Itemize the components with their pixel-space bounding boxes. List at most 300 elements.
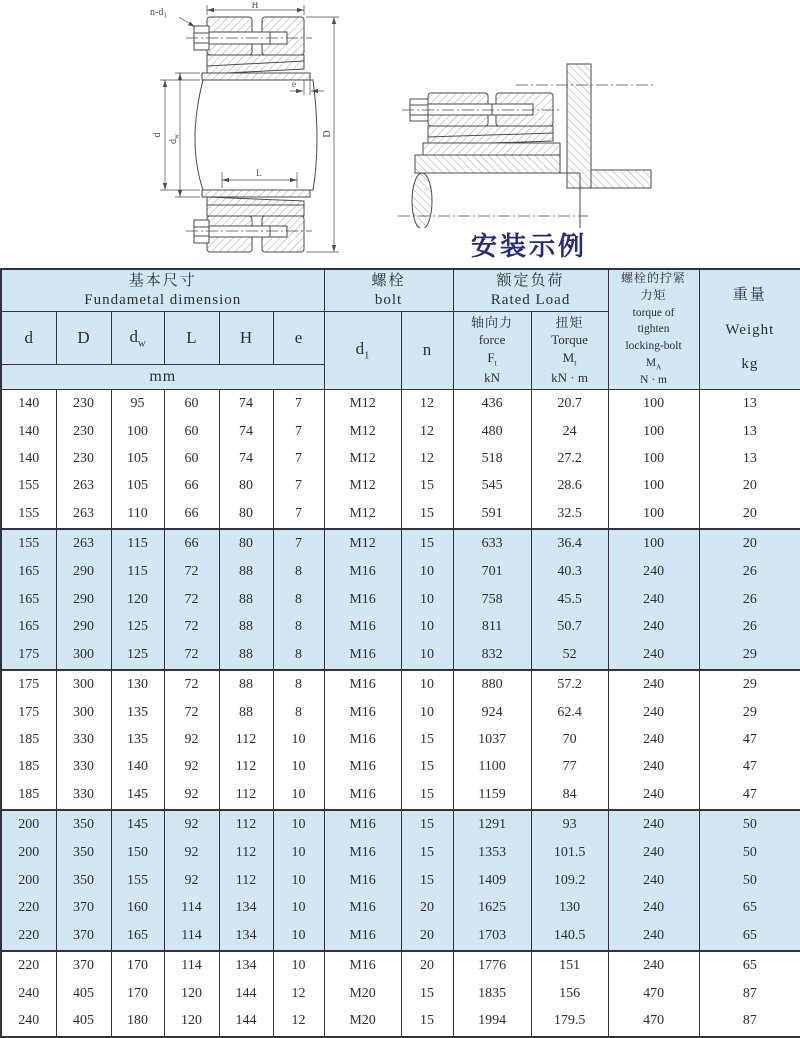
table-cell: 109.2: [531, 867, 608, 894]
table-row: [1, 839, 800, 866]
table-cell: 7: [273, 473, 324, 500]
table-cell: 29: [699, 670, 800, 699]
table-cell: 1625: [453, 894, 531, 921]
table-cell: 350: [56, 839, 111, 866]
table-cell: 144: [219, 980, 273, 1007]
table-cell: 13: [699, 390, 800, 418]
table-cell: 62.4: [531, 699, 608, 726]
table-cell: 240: [608, 558, 699, 585]
table-cell: 200: [1, 810, 56, 839]
table-cell: 15: [401, 500, 453, 529]
table-cell: 165: [1, 586, 56, 613]
table-cell: 1835: [453, 980, 531, 1007]
table-cell: M20: [324, 1007, 401, 1036]
table-cell: 112: [219, 754, 273, 781]
table-cell: M12: [324, 529, 401, 558]
table-cell: 80: [219, 529, 273, 558]
installation-example-drawing: [398, 58, 660, 228]
table-cell: 140: [111, 754, 164, 781]
table-cell: M12: [324, 418, 401, 445]
table-cell: 65: [699, 922, 800, 951]
table-cell: 180: [111, 1007, 164, 1036]
table-cell: 263: [56, 473, 111, 500]
table-cell: 66: [164, 500, 219, 529]
table-cell: M16: [324, 839, 401, 866]
table-cell: 12: [401, 445, 453, 472]
table-cell: 240: [608, 951, 699, 980]
table-cell: 10: [401, 641, 453, 670]
header-basic-dimension: 基本尺寸 Fundametal dimension: [1, 269, 324, 311]
table-cell: 350: [56, 867, 111, 894]
table-cell: 100: [608, 500, 699, 529]
table-cell: 1037: [453, 726, 531, 753]
header-col-H: H: [219, 311, 273, 365]
table-cell: 105: [111, 473, 164, 500]
table-cell: 470: [608, 1007, 699, 1036]
table-cell: 100: [608, 473, 699, 500]
table-cell: 7: [273, 418, 324, 445]
table-cell: 179.5: [531, 1007, 608, 1036]
table-row: [1, 418, 800, 445]
table-cell: 112: [219, 839, 273, 866]
table-cell: 13: [699, 418, 800, 445]
table-cell: 240: [608, 894, 699, 921]
table-cell: 20: [401, 894, 453, 921]
table-cell: 7: [273, 390, 324, 418]
table-cell: 170: [111, 951, 164, 980]
table-cell: 200: [1, 839, 56, 866]
table-cell: 114: [164, 922, 219, 951]
table-cell: 15: [401, 781, 453, 810]
table-cell: 115: [111, 529, 164, 558]
table-cell: 80: [219, 500, 273, 529]
table-cell: 15: [401, 529, 453, 558]
table-cell: 10: [273, 726, 324, 753]
table-cell: 10: [273, 810, 324, 839]
table-cell: 155: [1, 473, 56, 500]
table-cell: 112: [219, 867, 273, 894]
table-cell: 50: [699, 839, 800, 866]
table-cell: 405: [56, 1007, 111, 1036]
table-cell: 114: [164, 951, 219, 980]
table-cell: 88: [219, 641, 273, 670]
table-cell: 15: [401, 754, 453, 781]
table-cell: 15: [401, 1007, 453, 1036]
table-cell: 125: [111, 641, 164, 670]
table-row: [1, 529, 800, 558]
table-cell: 66: [164, 473, 219, 500]
table-cell: 134: [219, 951, 273, 980]
table-cell: 134: [219, 922, 273, 951]
header-col-d1: $d_1$: [324, 311, 401, 390]
header-rated-load: 额定负荷 Rated Load: [453, 269, 608, 311]
table-cell: 12: [273, 1007, 324, 1036]
table-cell: 130: [531, 894, 608, 921]
table-cell: 15: [401, 726, 453, 753]
table-cell: 200: [1, 867, 56, 894]
table-cell: 15: [401, 810, 453, 839]
table-cell: 47: [699, 754, 800, 781]
table-cell: 20: [699, 529, 800, 558]
table-cell: 36.4: [531, 529, 608, 558]
table-cell: 1291: [453, 810, 531, 839]
table-cell: M16: [324, 699, 401, 726]
table-cell: 112: [219, 726, 273, 753]
table-cell: 24: [531, 418, 608, 445]
dimension-table: [0, 268, 800, 1038]
table-cell: M16: [324, 613, 401, 640]
table-cell: 12: [401, 390, 453, 418]
dim-label-d: d: [152, 132, 163, 138]
table-cell: 8: [273, 558, 324, 585]
header-axial-force: 轴向力 force $F_t$ kN: [453, 311, 531, 390]
table-cell: 220: [1, 951, 56, 980]
table-cell: 1776: [453, 951, 531, 980]
table-cell: 240: [608, 839, 699, 866]
table-cell: 80: [219, 473, 273, 500]
table-cell: 100: [608, 529, 699, 558]
table-cell: 10: [401, 699, 453, 726]
table-header: [1, 269, 800, 390]
table-cell: 290: [56, 586, 111, 613]
table-row: [1, 951, 800, 980]
table-cell: 101.5: [531, 839, 608, 866]
table-cell: 240: [608, 586, 699, 613]
table-cell: M12: [324, 445, 401, 472]
table-cell: 65: [699, 951, 800, 980]
table-cell: M16: [324, 781, 401, 810]
table-cell: 27.2: [531, 445, 608, 472]
table-cell: 26: [699, 558, 800, 585]
table-cell: 92: [164, 810, 219, 839]
table-cell: 105: [111, 445, 164, 472]
table-cell: 405: [56, 980, 111, 1007]
header-col-d: d: [1, 311, 56, 365]
table-cell: 50.7: [531, 613, 608, 640]
table-cell: 114: [164, 894, 219, 921]
table-cell: M16: [324, 558, 401, 585]
table-cell: 151: [531, 951, 608, 980]
table-cell: 480: [453, 418, 531, 445]
table-cell: 88: [219, 699, 273, 726]
figures-area: [0, 0, 800, 268]
table-cell: 330: [56, 754, 111, 781]
table-cell: M12: [324, 500, 401, 529]
table-cell: 758: [453, 586, 531, 613]
table-cell: 29: [699, 699, 800, 726]
table-cell: 32.5: [531, 500, 608, 529]
table-cell: 591: [453, 500, 531, 529]
table-cell: 300: [56, 670, 111, 699]
table-row: [1, 810, 800, 839]
header-col-n: n: [401, 311, 453, 390]
table-row: [1, 894, 800, 921]
table-row: [1, 390, 800, 418]
table-cell: 8: [273, 670, 324, 699]
table-cell: 92: [164, 839, 219, 866]
table-cell: 290: [56, 558, 111, 585]
table-cell: 240: [1, 1007, 56, 1036]
table-cell: 185: [1, 726, 56, 753]
table-cell: 240: [608, 726, 699, 753]
table-cell: 240: [608, 699, 699, 726]
header-col-L: L: [164, 311, 219, 365]
header-locking-torque: 螺栓的拧紧 力矩 torque of tighten locking-bolt $M_A$ N · m: [608, 269, 699, 390]
header-torque: 扭矩 Torque $M_t$ kN · m: [531, 311, 608, 390]
table-cell: 701: [453, 558, 531, 585]
table-row: [1, 445, 800, 472]
table-cell: 29: [699, 641, 800, 670]
table-cell: 66: [164, 529, 219, 558]
table-cell: 175: [1, 699, 56, 726]
table-cell: 20: [699, 473, 800, 500]
table-cell: 120: [164, 1007, 219, 1036]
table-row: [1, 670, 800, 699]
table-cell: 60: [164, 445, 219, 472]
table-cell: 1994: [453, 1007, 531, 1036]
table-cell: 130: [111, 670, 164, 699]
table-cell: 300: [56, 641, 111, 670]
table-cell: 155: [111, 867, 164, 894]
header-col-e: e: [273, 311, 324, 365]
table-cell: 100: [608, 390, 699, 418]
table-cell: 7: [273, 500, 324, 529]
table-cell: 88: [219, 670, 273, 699]
table-cell: 10: [273, 922, 324, 951]
table-cell: 8: [273, 699, 324, 726]
table-cell: M16: [324, 670, 401, 699]
table-cell: 112: [219, 810, 273, 839]
table-cell: 50: [699, 867, 800, 894]
table-cell: 74: [219, 418, 273, 445]
table-cell: 330: [56, 781, 111, 810]
table-cell: 100: [111, 418, 164, 445]
table-row: [1, 781, 800, 810]
table-cell: 185: [1, 754, 56, 781]
table-cell: 7: [273, 529, 324, 558]
table-cell: M12: [324, 473, 401, 500]
table-cell: 230: [56, 418, 111, 445]
table-cell: M20: [324, 980, 401, 1007]
table-cell: 26: [699, 613, 800, 640]
table-cell: 8: [273, 613, 324, 640]
table-cell: 20: [699, 500, 800, 529]
table-row: [1, 613, 800, 640]
table-cell: 20: [401, 922, 453, 951]
table-cell: M16: [324, 867, 401, 894]
table-cell: 140: [1, 445, 56, 472]
table-cell: 240: [608, 867, 699, 894]
table-cell: 220: [1, 894, 56, 921]
table-cell: 370: [56, 951, 111, 980]
table-cell: 87: [699, 980, 800, 1007]
table-cell: 145: [111, 781, 164, 810]
table-cell: 10: [273, 839, 324, 866]
table-row: [1, 586, 800, 613]
table-cell: 100: [608, 418, 699, 445]
table-cell: 1703: [453, 922, 531, 951]
table-cell: 60: [164, 390, 219, 418]
table-cell: 135: [111, 726, 164, 753]
table-cell: 1100: [453, 754, 531, 781]
header-col-dw: $d_w$: [111, 311, 164, 365]
table-cell: 72: [164, 641, 219, 670]
table-cell: 165: [1, 558, 56, 585]
table-cell: 95: [111, 390, 164, 418]
table-cell: 10: [401, 613, 453, 640]
dim-label-L: L: [256, 168, 262, 178]
table-cell: M16: [324, 641, 401, 670]
table-cell: 240: [608, 781, 699, 810]
table-cell: 185: [1, 781, 56, 810]
table-cell: 7: [273, 445, 324, 472]
table-cell: 240: [608, 810, 699, 839]
table-cell: 92: [164, 781, 219, 810]
table-cell: M16: [324, 894, 401, 921]
table-cell: 20: [401, 951, 453, 980]
table-cell: 156: [531, 980, 608, 1007]
table-cell: 45.5: [531, 586, 608, 613]
table-cell: 170: [111, 980, 164, 1007]
table-cell: 140: [1, 418, 56, 445]
assembly-cross-section-drawing: [142, 2, 352, 260]
table-row: [1, 980, 800, 1007]
table-cell: 74: [219, 445, 273, 472]
table-cell: 72: [164, 670, 219, 699]
table-cell: 240: [608, 613, 699, 640]
table-row: [1, 500, 800, 529]
table-cell: 240: [608, 922, 699, 951]
header-weight: 重量 Weight kg: [699, 269, 800, 390]
table-row: [1, 699, 800, 726]
table-cell: 47: [699, 781, 800, 810]
table-cell: 330: [56, 726, 111, 753]
table-cell: 92: [164, 867, 219, 894]
table-cell: 120: [111, 586, 164, 613]
table-cell: 120: [164, 980, 219, 1007]
table-row: [1, 867, 800, 894]
table-cell: 47: [699, 726, 800, 753]
table-cell: 70: [531, 726, 608, 753]
dim-label-e: e: [292, 79, 296, 89]
table-cell: 924: [453, 699, 531, 726]
dim-label-H: H: [251, 2, 259, 10]
table-cell: 52: [531, 641, 608, 670]
table-cell: M16: [324, 754, 401, 781]
table-cell: 175: [1, 641, 56, 670]
dim-label-D: D: [322, 130, 333, 138]
table-cell: 155: [1, 500, 56, 529]
table-cell: 10: [273, 754, 324, 781]
table-cell: 15: [401, 473, 453, 500]
table-cell: 72: [164, 586, 219, 613]
table-cell: 880: [453, 670, 531, 699]
table-cell: 240: [608, 641, 699, 670]
table-cell: 57.2: [531, 670, 608, 699]
table-cell: 350: [56, 810, 111, 839]
table-cell: 125: [111, 613, 164, 640]
table-cell: 165: [111, 922, 164, 951]
table-cell: 230: [56, 445, 111, 472]
table-cell: 160: [111, 894, 164, 921]
table-cell: 12: [401, 418, 453, 445]
header-bolt: 螺栓 bolt: [324, 269, 453, 311]
table-cell: 60: [164, 418, 219, 445]
table-cell: 436: [453, 390, 531, 418]
table-cell: 832: [453, 641, 531, 670]
table-cell: 165: [1, 613, 56, 640]
table-row: [1, 922, 800, 951]
table-row: [1, 726, 800, 753]
table-cell: 155: [1, 529, 56, 558]
table-cell: 13: [699, 445, 800, 472]
table-cell: 20.7: [531, 390, 608, 418]
table-cell: 518: [453, 445, 531, 472]
dim-label-dw: $d_w$: [168, 133, 181, 145]
table-cell: 144: [219, 1007, 273, 1036]
table-cell: 300: [56, 699, 111, 726]
table-cell: 112: [219, 781, 273, 810]
table-cell: 8: [273, 586, 324, 613]
table-cell: 140: [1, 390, 56, 418]
table-row: [1, 754, 800, 781]
table-cell: 370: [56, 922, 111, 951]
table-cell: 230: [56, 390, 111, 418]
table-cell: M16: [324, 922, 401, 951]
table-cell: 15: [401, 980, 453, 1007]
install-example-caption: 安装示例: [470, 232, 587, 261]
table-cell: 811: [453, 613, 531, 640]
table-cell: 65: [699, 894, 800, 921]
table-cell: 10: [273, 951, 324, 980]
table-cell: 263: [56, 500, 111, 529]
header-col-D: D: [56, 311, 111, 365]
header-unit-mm: mm: [1, 365, 324, 390]
table-cell: 1353: [453, 839, 531, 866]
table-cell: 92: [164, 726, 219, 753]
table-cell: 72: [164, 613, 219, 640]
table-cell: 10: [401, 558, 453, 585]
table-cell: 74: [219, 390, 273, 418]
table-cell: 633: [453, 529, 531, 558]
table-cell: 10: [273, 867, 324, 894]
table-row: [1, 473, 800, 500]
table-cell: 240: [608, 670, 699, 699]
table-cell: 87: [699, 1007, 800, 1036]
table-cell: 470: [608, 980, 699, 1007]
table-cell: 175: [1, 670, 56, 699]
table-cell: 1159: [453, 781, 531, 810]
table-cell: 240: [1, 980, 56, 1007]
table-cell: 92: [164, 754, 219, 781]
table-cell: M16: [324, 586, 401, 613]
table-cell: 93: [531, 810, 608, 839]
table-cell: 145: [111, 810, 164, 839]
table-cell: 10: [401, 670, 453, 699]
table-row: [1, 641, 800, 670]
table-body: [1, 390, 800, 1037]
table-cell: M16: [324, 951, 401, 980]
table-cell: 88: [219, 586, 273, 613]
table-cell: 240: [608, 754, 699, 781]
table-cell: 263: [56, 529, 111, 558]
table-cell: 15: [401, 839, 453, 866]
table-cell: 134: [219, 894, 273, 921]
table-cell: 10: [401, 586, 453, 613]
table-cell: 88: [219, 613, 273, 640]
table-cell: 40.3: [531, 558, 608, 585]
table-cell: M16: [324, 810, 401, 839]
